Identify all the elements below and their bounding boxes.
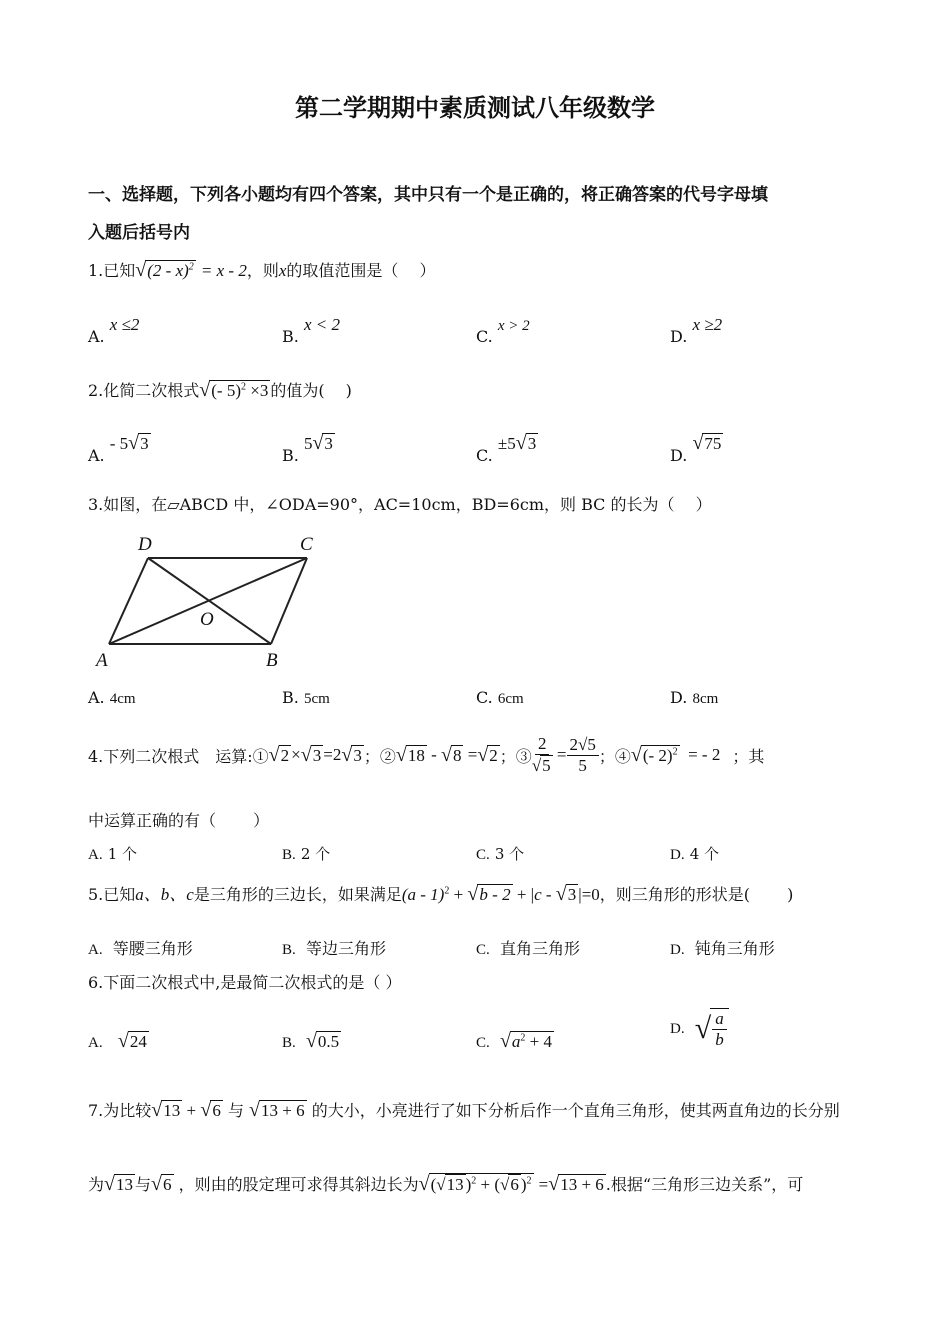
sqrt-icon: √	[104, 1173, 115, 1195]
q1-prefix: 1.已知	[88, 261, 136, 280]
sqrt-icon: √	[200, 1099, 212, 1121]
q1-then: ，则	[246, 261, 279, 280]
sqrt-icon: √	[548, 1173, 560, 1195]
sqrt-icon: √	[515, 432, 527, 454]
parallelogram-figure	[90, 528, 330, 676]
sqrt-icon: √	[499, 1030, 511, 1052]
diagonal-bd	[148, 558, 271, 644]
q1-option-d[interactable]: D. x ≥2	[670, 315, 723, 346]
q5-option-b[interactable]: B. 等边三角形	[282, 939, 386, 958]
sqrt-icon: √	[117, 1030, 129, 1052]
sqrt-icon: √	[249, 1099, 261, 1121]
question-4-line2: 中运算正确的有（ ）	[88, 811, 270, 830]
q2-option-b[interactable]: B. 5√3	[282, 432, 333, 465]
q6-option-b[interactable]: B. √0.5	[282, 1030, 340, 1052]
q1-radicand: (2 - x)$^2$	[147, 261, 194, 280]
q1-option-a[interactable]: A. x ≤2	[88, 315, 140, 346]
sqrt-icon: √	[199, 379, 211, 401]
q2-suffix: 的值为( )	[270, 381, 352, 400]
sqrt-icon: √	[151, 1173, 162, 1195]
sqrt-icon: √	[555, 883, 567, 905]
page-title: 第二学期期中素质测试八年级数学	[295, 93, 655, 122]
sqrt-icon: √	[151, 1099, 163, 1121]
q3-option-c[interactable]: C. 6cm	[476, 688, 524, 707]
sqrt-icon: √	[128, 432, 140, 454]
q5-option-a[interactable]: A. 等腰三角形	[88, 939, 193, 958]
section-heading-line1: 一、选择题，下列各小题均有四个答案，其中只有一个是正确的，将正确答案的代号字母填	[88, 185, 768, 205]
q3-option-d[interactable]: D. 8cm	[670, 688, 719, 707]
q5-option-d[interactable]: D. 钝角三角形	[670, 939, 775, 958]
q2-option-c[interactable]: C. ±5√3	[476, 432, 537, 465]
sqrt-icon: √	[395, 743, 407, 766]
sqrt-icon: √	[467, 883, 479, 905]
question-2	[88, 378, 352, 402]
question-3: 3.如图，在▱ABCD 中，∠ODA=90°，AC=10cm，BD=6cm，则 BC 的长为（ ）	[88, 495, 712, 514]
q3-option-b[interactable]: B. 5cm	[282, 688, 330, 707]
sqrt-icon: √	[440, 743, 452, 766]
q5-option-c[interactable]: C. 直角三角形	[476, 939, 580, 958]
q1-option-b[interactable]: B. x < 2	[282, 315, 340, 346]
q1-suffix: 的取值范围是（ ）	[286, 261, 436, 280]
edge-ad	[109, 558, 148, 644]
q4-fraction-left: $\frac{2}{√5}$	[531, 734, 551, 775]
question-4: 4.下列二次根式 运算:① √ 2 × √ 3 =2 √ 3 ；② √ 18 - √ 8 = √ 2 ；③ $\frac{2}{√5}$ = $\frac{2√5}{5}$ ；④ √ (- 2)$^2$ = - 2 ；其	[88, 734, 765, 775]
sqrt-icon: √	[477, 743, 489, 766]
label-c: C	[300, 534, 313, 555]
section-heading-line2: 入题后括号内	[88, 223, 190, 243]
q6-option-d[interactable]: D. √ $\frac{a}{b}$	[670, 1008, 729, 1050]
sqrt-icon: √	[268, 743, 280, 766]
q6-option-a[interactable]: A. √24	[88, 1030, 147, 1052]
question-7-line1: 7.为比较√13 + √6 与 √13 + 6 的大小，小亮进行了如下分析后作一个直角三角形，使其两直角边的长分别	[88, 1099, 840, 1121]
q1-option-c[interactable]: C. x > 2	[476, 318, 530, 346]
q4-fraction-right: $\frac{2√5}{5}$	[567, 735, 599, 776]
sqrt-icon: √	[692, 432, 704, 454]
label-o: O	[200, 609, 214, 630]
question-5: 5.已知a、b、c是三角形的三边长，如果满足(a - 1)$^2$ + √b - 2 + |c - √3 |=0，则三角形的形状是( )	[88, 883, 794, 905]
q1-equation: = x - 2	[200, 261, 247, 280]
q4-option-d[interactable]: D. 4 个	[670, 845, 719, 863]
sqrt-icon: √	[135, 259, 147, 281]
q1-var: x	[278, 261, 287, 280]
q3-option-a[interactable]: A. 4cm	[88, 688, 136, 707]
q2-option-d[interactable]: D. √75	[670, 432, 722, 465]
q2-option-a[interactable]: A. - 5√3	[88, 432, 149, 465]
sqrt-icon: √	[418, 1173, 430, 1195]
label-d: D	[138, 534, 152, 555]
label-b: B	[266, 650, 278, 671]
q6-option-c[interactable]: C. $√a^2 + 4$	[476, 1030, 553, 1052]
question-1	[88, 258, 435, 282]
q2-prefix: 2.化简二次根式	[88, 381, 200, 400]
question-6: 6.下面二次根式中,是最简二次根式的是（ ）	[88, 973, 402, 992]
sqrt-icon: √	[630, 743, 642, 766]
sqrt-icon: √	[312, 432, 324, 454]
sqrt-icon: √	[305, 1030, 317, 1052]
q4-option-a[interactable]: A. 1 个	[88, 845, 137, 863]
q5-expression: (a - 1)$^2$ + √b - 2 + |c - √3 |=0	[401, 883, 600, 905]
q4-option-b[interactable]: B. 2 个	[282, 845, 331, 863]
q2-radicand: (- 5)$^2$ ×3	[211, 381, 269, 400]
q4-option-c[interactable]: C. 3 个	[476, 845, 525, 863]
sqrt-icon: √	[341, 743, 353, 766]
question-7-line2: 为√13 与√6 ，则由的股定理可求得其斜边长为√(√13 )$^2$ + (√6 )$^2$ =√13 + 6 .根据“三角形三边关系”，可	[88, 1173, 804, 1195]
sqrt-icon: √	[694, 1012, 712, 1045]
sqrt-icon: √	[300, 743, 312, 766]
label-a: A	[96, 650, 108, 671]
